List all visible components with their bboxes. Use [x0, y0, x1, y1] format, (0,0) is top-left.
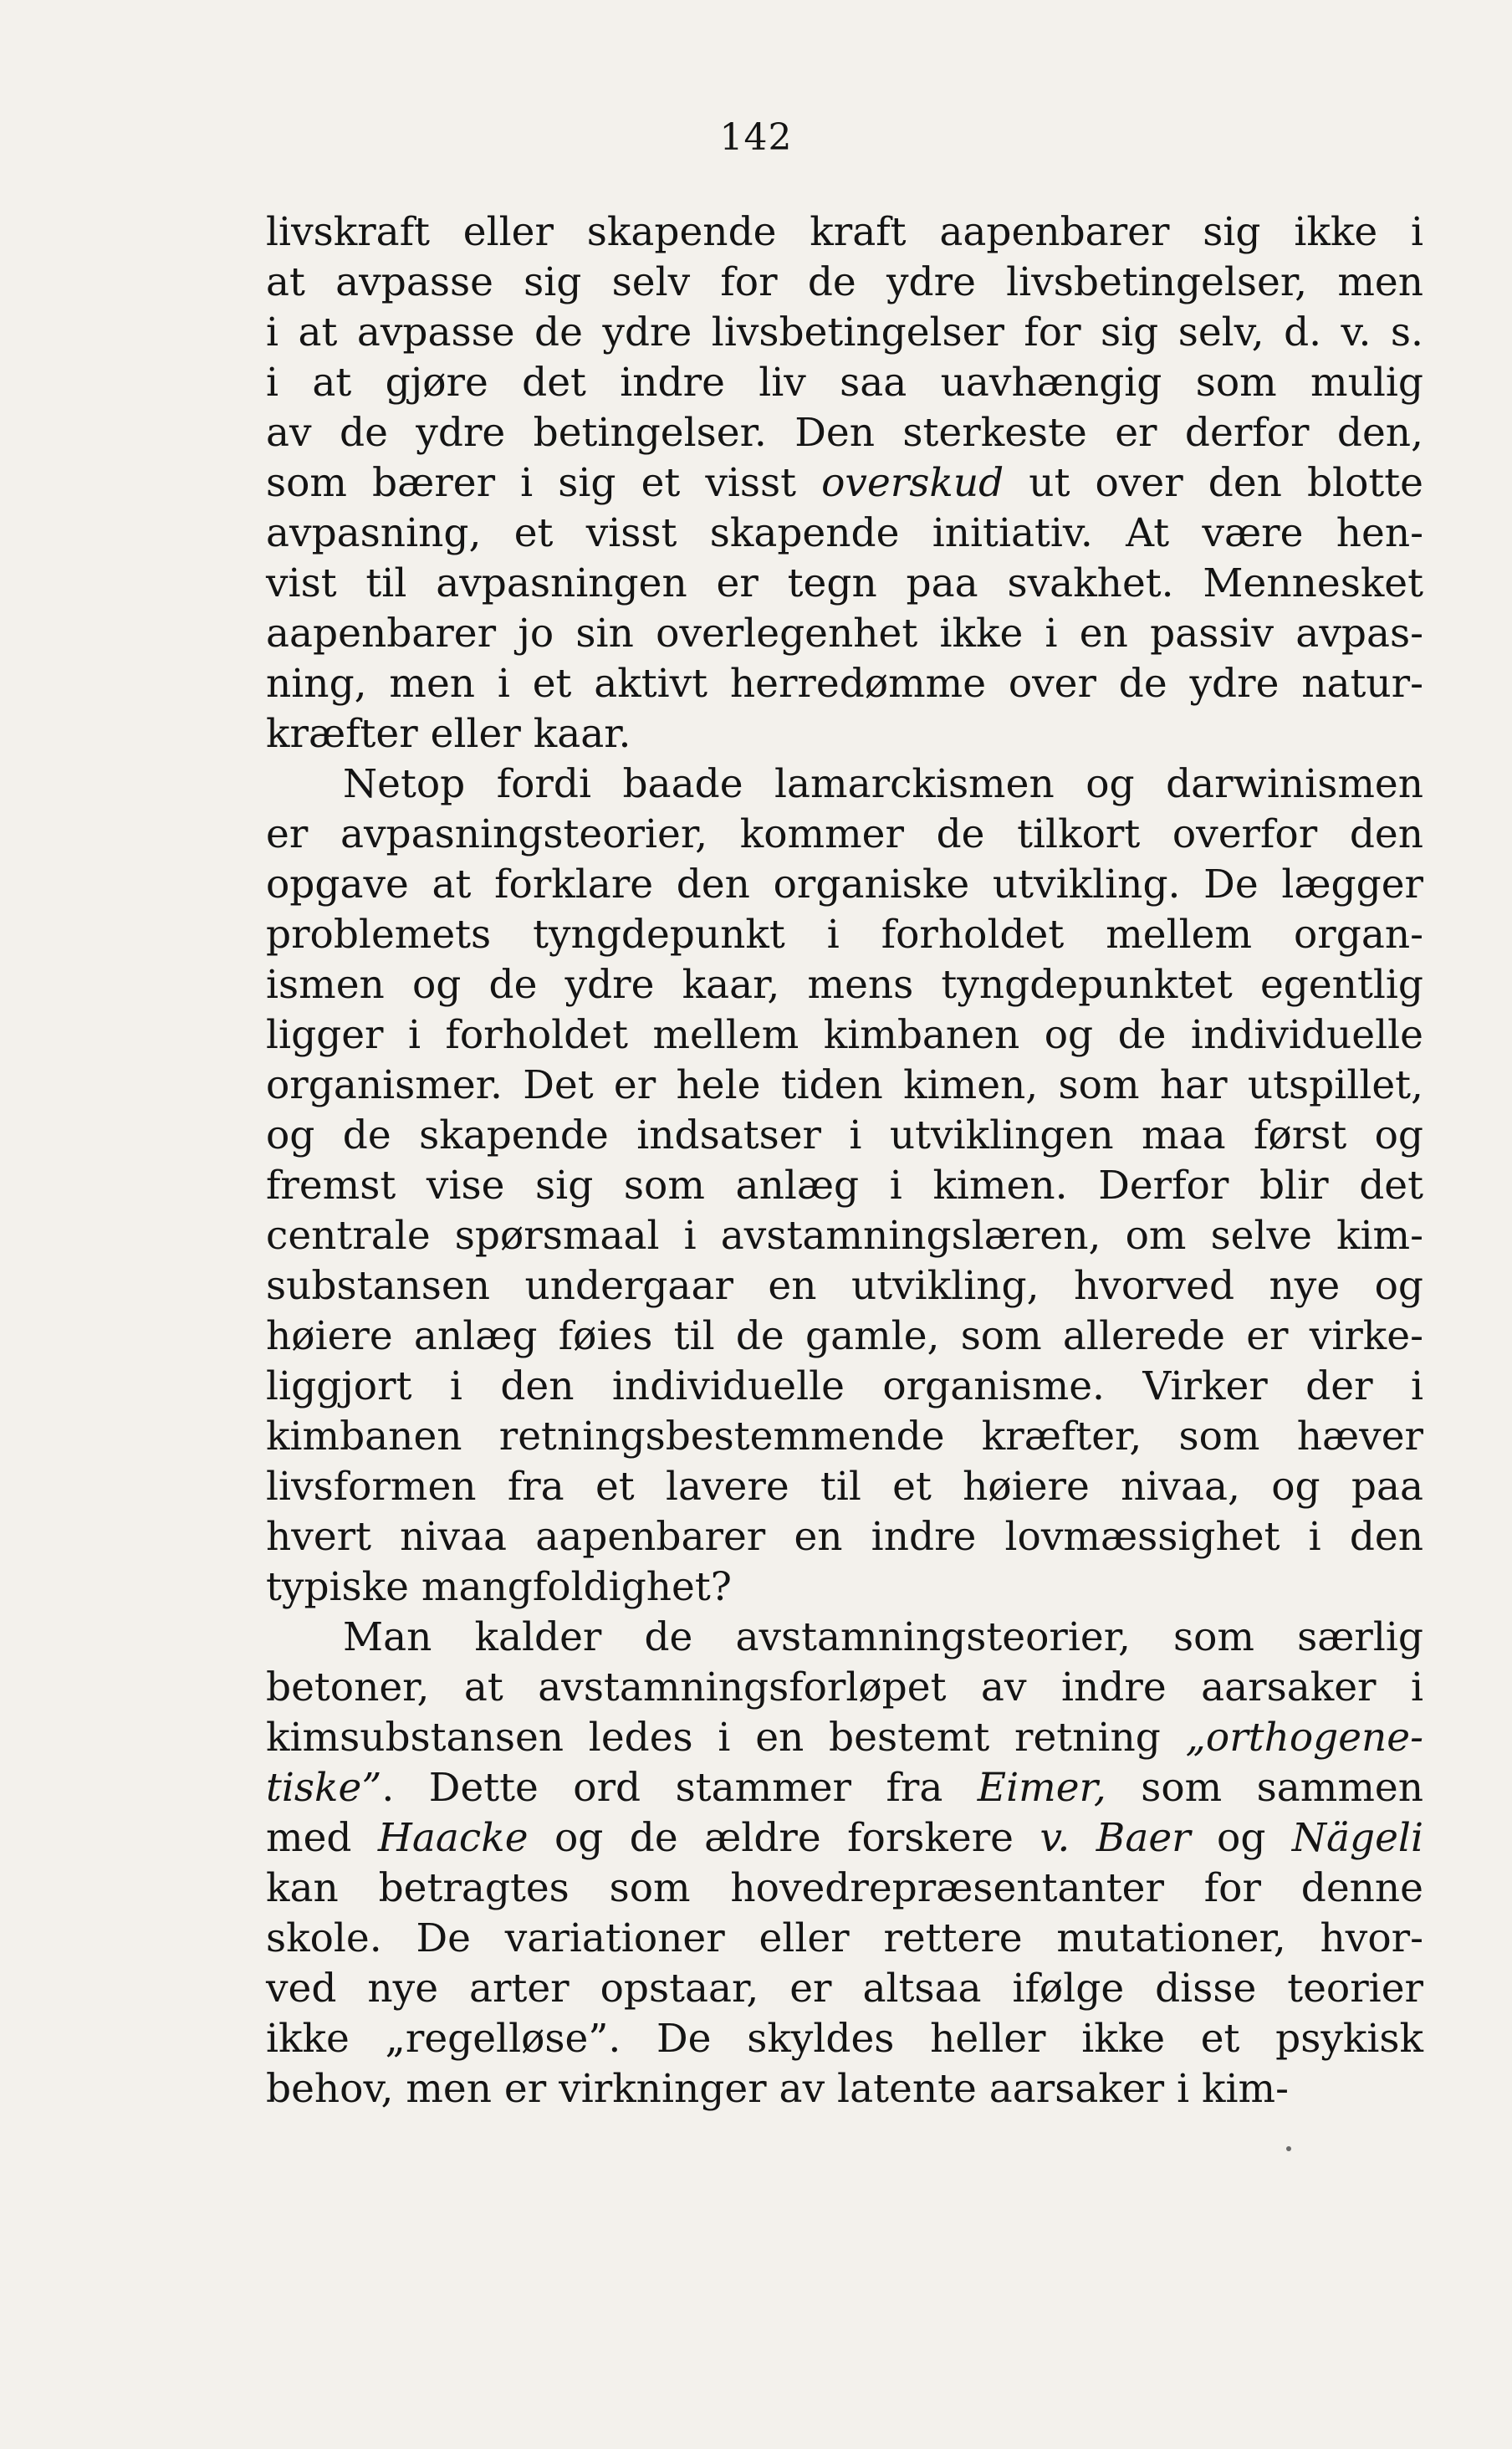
text-run: ikke „regelløse”. De skyldes heller ikke et psykisk [266, 2016, 1423, 2062]
text-line [266, 358, 1423, 408]
text-line [266, 509, 1423, 559]
text-run: av de ydre betingelser. Den sterkeste er derfor den, [266, 410, 1423, 456]
text-run: problemets tyngdepunkt i forholdet mellem organ- [266, 912, 1423, 958]
text-line [266, 910, 1423, 960]
text-line [266, 1613, 1423, 1663]
text-line [266, 207, 1423, 258]
text-run: Netop fordi baade lamarckismen og darwinismen [343, 761, 1423, 807]
text-run: vist til avpasningen er tegn paa svakhet. Mennesket [266, 560, 1423, 606]
text-line [266, 1512, 1423, 1562]
text-run: behov, men er virkninger av latente aarsaker i kim- [266, 2066, 1290, 2112]
text-run: . Dette ord stammer fra [381, 1765, 978, 1811]
text-run: og de ældre forskere [528, 1815, 1040, 1861]
text-run: livskraft eller skapende kraft aapenbarer sig ikke i [266, 209, 1423, 255]
text-line [266, 1161, 1423, 1211]
text-run: som bærer i sig et visst [266, 460, 822, 506]
text-run: ning, men i et aktivt herredømme over de ydre natur- [266, 661, 1423, 707]
text-line [266, 860, 1423, 910]
text-run: liggjort i den individuelle organisme. Virker der i [266, 1363, 1423, 1409]
text-run: aapenbarer jo sin overlegenhet ikke i en passiv avpas- [266, 611, 1423, 657]
text-run: ved nye arter opstaar, er altsaa ifølge disse teorier [266, 1966, 1423, 2012]
text-run: i at gjøre det indre liv saa uavhængig som mulig [266, 360, 1423, 406]
italic-text: Nägeli [1291, 1815, 1423, 1861]
body-text [266, 207, 1423, 2114]
italic-text: Haacke [377, 1815, 529, 1861]
text-run: ut over den blotte [1004, 460, 1423, 506]
italic-text: „orthogene- [1185, 1715, 1423, 1761]
italic-text: overskud [821, 460, 1004, 506]
text-line [266, 1311, 1423, 1362]
text-run: opgave at forklare den organiske utvikling. De lægger [266, 861, 1423, 908]
paragraph [266, 1613, 1423, 2114]
text-line [266, 308, 1423, 358]
text-run: som sammen [1106, 1765, 1423, 1811]
text-line [266, 1562, 1423, 1613]
text-run: at avpasse sig selv for de ydre livsbetingelser, men [266, 259, 1423, 305]
text-run: kimsubstansen ledes i en bestemt retning [266, 1715, 1186, 1761]
text-line [266, 1864, 1423, 1914]
text-line [266, 659, 1423, 709]
text-line [266, 1914, 1423, 1964]
page-number: 142 [719, 116, 793, 159]
text-line [266, 810, 1423, 860]
paragraph [266, 207, 1423, 759]
text-line [266, 1061, 1423, 1111]
italic-text: Eimer, [977, 1765, 1106, 1811]
text-run: centrale spørsmaal i avstamningslæren, om selve kim- [266, 1213, 1423, 1259]
text-line [266, 1111, 1423, 1161]
text-run: ligger i forholdet mellem kimbanen og de individuelle [266, 1012, 1423, 1058]
text-run: substansen undergaar en utvikling, hvorved nye og [266, 1263, 1423, 1309]
text-line [266, 1763, 1423, 1813]
text-run: er avpasningsteorier, kommer de tilkort overfor den [266, 811, 1423, 857]
text-line [266, 1713, 1423, 1763]
text-line [266, 1010, 1423, 1061]
italic-text: v. Baer [1040, 1815, 1191, 1861]
text-run: avpasning, et visst skapende initiativ. At være hen- [266, 510, 1423, 556]
text-run: fremst vise sig som anlæg i kimen. Derfor blir det [266, 1163, 1423, 1209]
text-run: skole. De variationer eller rettere mutationer, hvor- [266, 1915, 1423, 1961]
ink-speck [1286, 2146, 1291, 2151]
text-run: og [1190, 1815, 1292, 1861]
text-line [266, 1362, 1423, 1412]
text-run: høiere anlæg føies til de gamle, som allerede er virke- [266, 1313, 1423, 1359]
italic-text: tiske” [266, 1765, 382, 1811]
text-line [266, 1663, 1423, 1713]
text-line [266, 1261, 1423, 1311]
text-run: i at avpasse de ydre livsbetingelser for sig selv, d. v. s. [266, 309, 1423, 355]
text-run: kan betragtes som hovedrepræsentanter for denne [266, 1865, 1423, 1911]
text-run: og de skapende indsatser i utviklingen maa først og [266, 1112, 1423, 1158]
text-run: kimbanen retningsbestemmende kræfter, som hæver [266, 1414, 1423, 1460]
text-line [266, 709, 1423, 759]
text-run: kræfter eller kaar. [266, 711, 631, 757]
text-line [266, 2014, 1423, 2064]
text-run: med [266, 1815, 378, 1861]
text-run: betoner, at avstamningsforløpet av indre aarsaker i [266, 1664, 1423, 1710]
text-line [266, 458, 1423, 509]
text-line [266, 759, 1423, 810]
text-line [266, 258, 1423, 308]
text-line [266, 1211, 1423, 1261]
text-run: ismen og de ydre kaar, mens tyngdepunktet egentlig [266, 962, 1423, 1008]
text-run: Man kalder de avstamningsteorier, som særlig [343, 1614, 1423, 1660]
text-line [266, 1462, 1423, 1512]
text-line [266, 960, 1423, 1010]
text-run: typiske mangfoldighet? [266, 1564, 732, 1610]
text-run: livsformen fra et lavere til et høiere nivaa, og paa [266, 1464, 1423, 1510]
text-line [266, 609, 1423, 659]
text-line [266, 2064, 1423, 2114]
text-line [266, 1813, 1423, 1864]
text-line [266, 408, 1423, 458]
text-line [266, 1412, 1423, 1462]
text-line [266, 1964, 1423, 2014]
paragraph [266, 759, 1423, 1613]
text-run: organismer. Det er hele tiden kimen, som har utspillet, [266, 1062, 1423, 1108]
text-line [266, 559, 1423, 609]
text-run: hvert nivaa aapenbarer en indre lovmæssighet i den [266, 1514, 1423, 1560]
